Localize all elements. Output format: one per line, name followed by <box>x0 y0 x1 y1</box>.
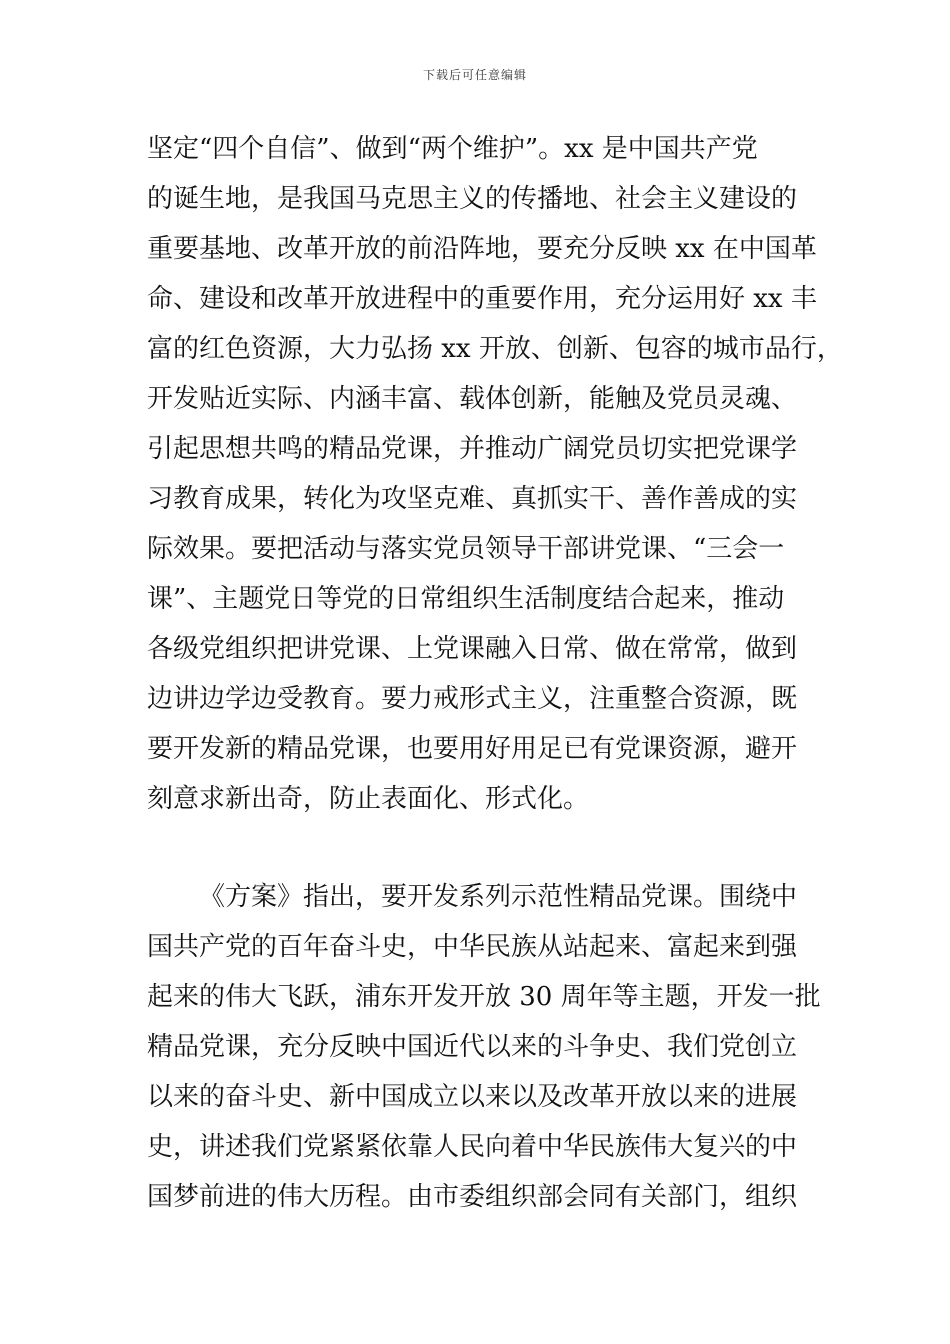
text-line: 刻意求新出奇，防止表面化、形式化。 <box>147 784 590 814</box>
paragraph-1 <box>147 124 843 824</box>
text-line: 引起思想共鸣的精品党课，并推动广阔党员切实把党课学 <box>147 434 798 464</box>
text-line: 的诞生地，是我国马克思主义的传播地、社会主义建设的 <box>147 184 798 214</box>
text-line: 史，讲述我们党紧紧依靠人民向着中华民族伟大复兴的中 <box>147 1132 798 1162</box>
text-line: 以来的奋斗史、新中国成立以来以及改革开放以来的进展 <box>147 1082 798 1112</box>
text-line: 坚定“四个自信”、做到“两个维护”。xx 是中国共产党 <box>147 134 758 164</box>
text-line: 《方案》指出，要开发系列示范性精品党课。围绕中 <box>199 882 798 912</box>
text-line: 开发贴近实际、内涵丰富、载体创新，能触及党员灵魂、 <box>147 384 798 414</box>
text-line: 要开发新的精品党课，也要用好用足已有党课资源，避开 <box>147 734 798 764</box>
text-line: 国共产党的百年奋斗史，中华民族从站起来、富起来到强 <box>147 932 798 962</box>
text-line: 际效果。要把活动与落实党员领导干部讲党课、“三会一 <box>147 534 785 564</box>
text-line: 习教育成果，转化为攻坚克难、真抓实干、善作善成的实 <box>147 484 798 514</box>
paragraph-2 <box>147 872 821 1222</box>
text-line: 富的红色资源，大力弘扬 xx 开放、创新、包容的城市品行， <box>147 334 843 364</box>
text-line: 起来的伟大飞跃，浦东开发开放 30 周年等主题，开发一批 <box>147 982 821 1012</box>
text-line: 课”、主题党日等党的日常组织生活制度结合起来，推动 <box>147 584 785 614</box>
text-line: 重要基地、改革开放的前沿阵地，要充分反映 xx 在中国革 <box>147 234 817 264</box>
page-header: 下载后可任意编辑 <box>422 68 527 82</box>
text-line: 边讲边学边受教育。要力戒形式主义，注重整合资源，既 <box>147 684 798 714</box>
text-line: 各级党组织把讲党课、上党课融入日常、做在常常，做到 <box>147 634 798 664</box>
paragraph-gap <box>147 824 809 872</box>
text-line: 国梦前进的伟大历程。由市委组织部会同有关部门，组织 <box>147 1182 798 1212</box>
body-text <box>147 124 843 1222</box>
text-line: 精品党课，充分反映中国近代以来的斗争史、我们党创立 <box>147 1032 798 1062</box>
text-line: 命、建设和改革开放进程中的重要作用，充分运用好 xx 丰 <box>147 284 817 314</box>
